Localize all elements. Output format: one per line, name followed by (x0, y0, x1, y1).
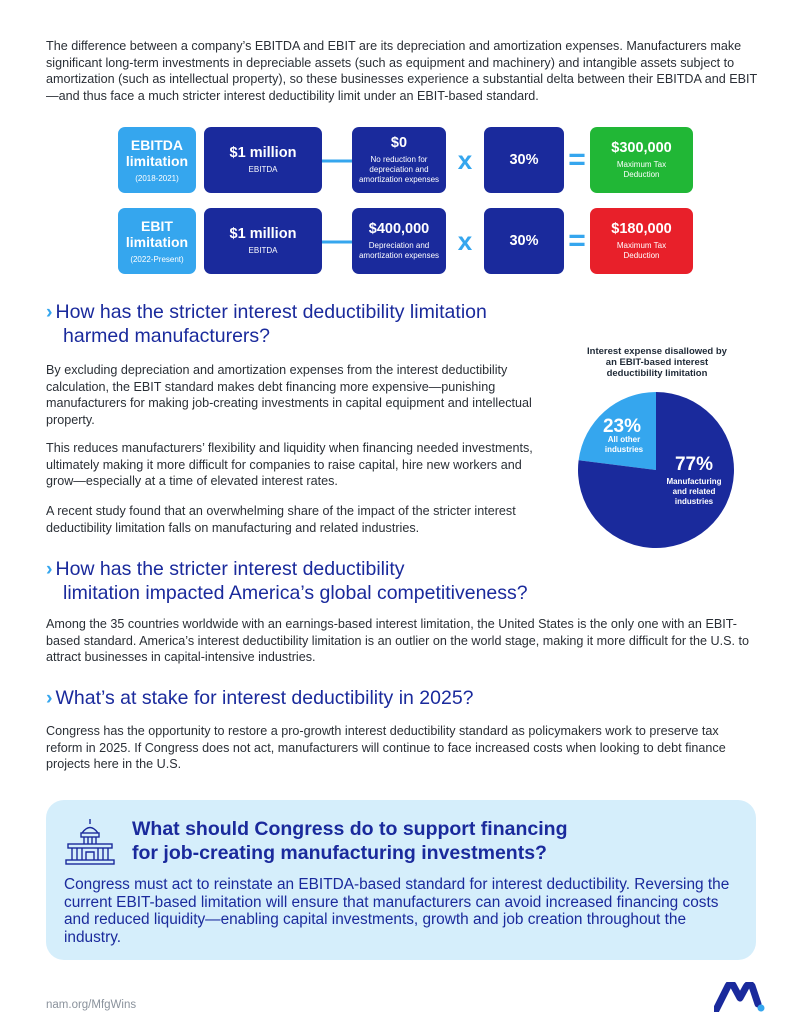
rate-value: 30% (509, 151, 539, 168)
result-box (590, 127, 693, 193)
pie-chart (576, 390, 736, 550)
paragraph: Among the 35 countries worldwide with an earnings-based interest limitation, the United States is the only one with an EBIT-based standard. America’s interest deductibility limitation is an outlier on the world stage, making it more difficult for the U.S. to attract businesses in capital-intensive industries. (46, 617, 750, 664)
base-value-box (204, 208, 322, 274)
reduction-label: Depreciation and amortization expenses (358, 241, 440, 260)
slice-category-line: All other (607, 435, 641, 444)
limitation-label-box (118, 127, 196, 193)
result-label: Maximum Tax Deduction (616, 241, 667, 260)
paragraph: By excluding depreciation and amortization expenses from the interest deductibility calculation, the EBIT standard makes debt financing more expensive—punishing manufacturers for making job-creating investments in capital equipment and intellectual property. (46, 363, 532, 427)
limitation-label-box (118, 208, 196, 274)
base-value: $1 million (229, 226, 297, 242)
calc-row-ebit (118, 208, 693, 274)
slice-category-line: industries (674, 497, 714, 506)
rate-box (484, 208, 564, 274)
rate-value: 30% (509, 232, 539, 249)
limitation-period: (2022-Present) (130, 255, 184, 264)
base-value: $1 million (229, 145, 297, 161)
heading-line: What’s at stake for interest deductibility in 2025? (55, 687, 474, 709)
times-operator: x (457, 225, 473, 256)
capitol-icon (64, 816, 116, 868)
slice-category-line: Manufacturing (666, 477, 722, 486)
slice-category-line: and related (672, 487, 716, 496)
pie-chart-title: Interest expense disallowed by an EBIT-based interest deductibility limitation (587, 346, 727, 379)
heading-line: limitation impacted America’s global competitiveness? (63, 582, 528, 604)
heading-line: How has the stricter interest deductibility limitation (55, 301, 487, 323)
nam-logo (714, 982, 766, 1012)
result-value: $180,000 (611, 221, 672, 237)
result-label: Maximum Tax Deduction (616, 160, 667, 179)
calc-row-ebitda (118, 127, 693, 193)
reduction-value: $0 (390, 135, 408, 151)
intro-paragraph: The difference between a company’s EBITDA and EBIT are its depreciation and amortization expenses. Manufacturers make significant long-term investments in depreciable assets (such as equipment and machinery) and intangible assets subject to amortization (such as intellectual property), so these businesses experience a substantial delta between their EBITDA and EBIT—and thus face a much stricter interest deductibility limit under an EBIT-based standard. (46, 39, 758, 103)
reduction-label: No reduction for depreciation and amortization expenses (358, 155, 440, 184)
base-label: EBITDA (248, 246, 278, 255)
cta-title (132, 817, 567, 865)
cta-title-line: What should Congress do to support financing (132, 818, 568, 840)
chevron-right-icon: › (46, 558, 53, 580)
base-value-box (204, 127, 322, 193)
result-box (590, 208, 693, 274)
heading-line: How has the stricter interest deductibility (55, 558, 405, 580)
paragraph: This reduces manufacturers’ flexibility and liquidity when financing needed investments, ultimately making it more difficult for companies to raise capital, hire new workers and grow—especially at a time of elevated interest rates. (46, 441, 533, 488)
base-label: EBITDA (248, 165, 278, 174)
section-heading-harmed (46, 300, 487, 348)
chevron-right-icon: › (46, 687, 53, 709)
slice-value-label: 23% (602, 416, 642, 437)
heading-line: harmed manufacturers? (63, 325, 271, 347)
slice-value-label: 77% (674, 454, 714, 475)
minus-operator: — (322, 224, 352, 257)
slice-category-line: industries (604, 445, 644, 454)
cta-title-line: for job-creating manufacturing investments? (132, 842, 547, 864)
cta-body: Congress must act to reinstate an EBITDA-based standard for interest deductibility. Reversing the current EBIT-based limitation will ensure that manufacturers can avoid increased financing costs and reduced liquidity—enabling capital investments, growth and job creation throughout the industry. (64, 876, 730, 946)
chevron-right-icon: › (46, 301, 53, 323)
section-heading-stake (46, 686, 474, 710)
result-value: $300,000 (611, 140, 672, 156)
slice-category-label (605, 435, 644, 454)
reduction-box (352, 208, 446, 274)
limitation-period: (2018-2021) (135, 174, 179, 183)
section-heading-competitiveness (46, 557, 528, 605)
footer-url: nam.org/MfgWins (46, 999, 137, 1011)
minus-operator: — (322, 143, 352, 176)
equals-operator: = (568, 224, 586, 257)
rate-box (484, 127, 564, 193)
cta-panel (46, 800, 756, 960)
limitation-title: EBIT limitation (125, 218, 189, 250)
times-operator: x (457, 144, 473, 175)
paragraph: A recent study found that an overwhelming share of the impact of the stricter interest deductibility limitation falls on manufacturing and related industries. (46, 504, 516, 535)
equals-operator: = (568, 143, 586, 176)
reduction-value: $400,000 (368, 221, 430, 237)
reduction-box (352, 127, 446, 193)
paragraph: Congress has the opportunity to restore a pro-growth interest deductibility standard as policymakers work to preserve tax reform in 2025. If Congress does not act, manufacturers will continue to face increased costs when looking to debt finance projects here in the U.S. (46, 724, 726, 771)
limitation-title: EBITDA limitation (125, 137, 189, 169)
